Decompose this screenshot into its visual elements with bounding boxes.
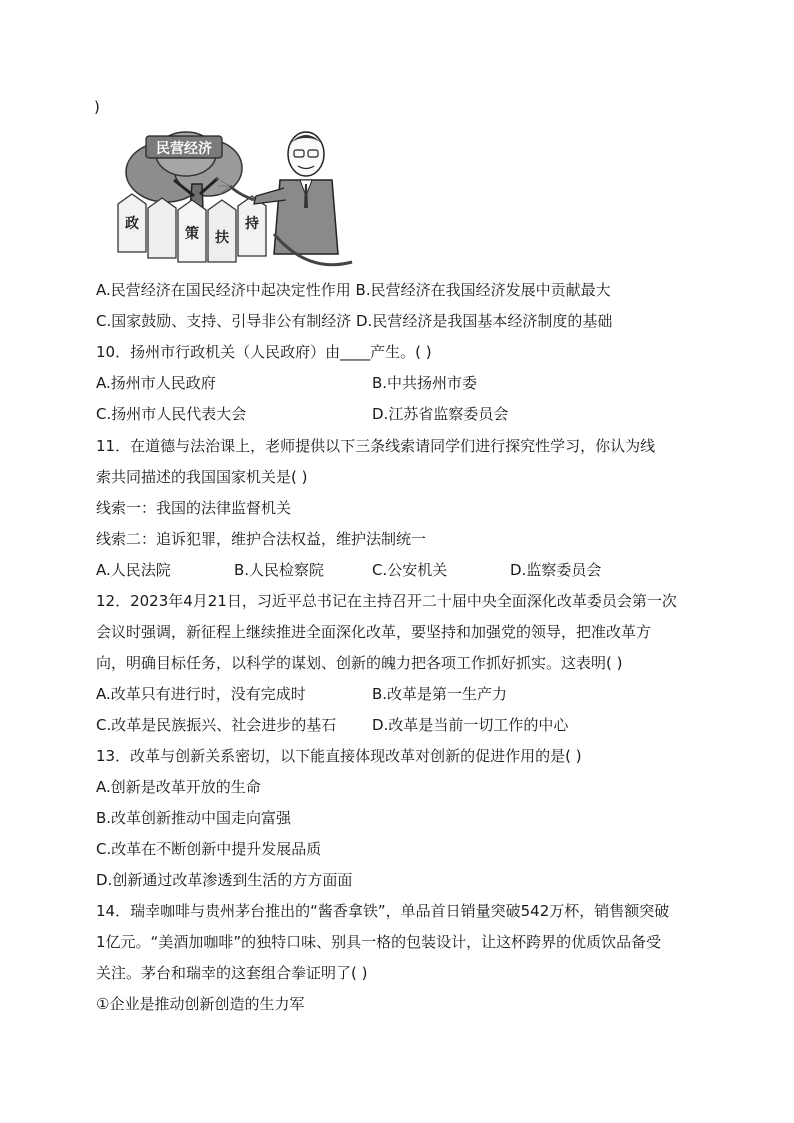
q12-stem-line-3: 向，明确目标任务，以科学的谋划、创新的魄力把各项工作抓好抓实。这表明( ) xyxy=(96,654,623,672)
q13-option-c: C.改革在不断创新中提升发展品质 xyxy=(96,840,322,858)
q13-option-b: B.改革创新推动中国走向富强 xyxy=(96,809,292,827)
q10-option-c: C.扬州市人民代表大会 xyxy=(96,405,247,423)
q14-stem-line-2: 1亿元。“美酒加咖啡”的独特口味、别具一格的包装设计，让这杯跨界的优质饮品备受 xyxy=(96,933,662,951)
q9-options-line-1: A.民营经济在国民经济中起决定性作用 B.民营经济在我国经济发展中贡献最大 xyxy=(96,281,611,299)
private-economy-illustration xyxy=(108,124,356,270)
q11-clue-2: 线索二：追诉犯罪，维护合法权益，维护法制统一 xyxy=(96,530,427,548)
q12-stem-line-2: 会议时强调，新征程上继续推进全面深化改革，要坚持和加强党的领导，把准改革方 xyxy=(96,623,652,641)
q10-option-a: A.扬州市人民政府 xyxy=(96,374,216,392)
illustration-svg xyxy=(108,124,356,270)
fence-char-4: 持 xyxy=(245,216,259,232)
q14-stem-line-3: 关注。茅台和瑞幸的这套组合拳证明了( ) xyxy=(96,964,368,982)
q12-option-c: C.改革是民族振兴、社会进步的基石 xyxy=(96,716,337,734)
q9-options-line-2: C.国家鼓励、支持、引导非公有制经济 D.民营经济是我国基本经济制度的基础 xyxy=(96,312,613,330)
q10-stem: 10．扬州市行政机关（人民政府）由____产生。( ) xyxy=(96,343,432,361)
q11-stem-line-1: 11．在道德与法治课上，老师提供以下三条线索请同学们进行探究性学习，你认为线 xyxy=(96,437,656,455)
q13-stem: 13．改革与创新关系密切，以下能直接体现改革对创新的促进作用的是( ) xyxy=(96,747,582,765)
q11-clue-1: 线索一：我国的法律监督机关 xyxy=(96,499,292,517)
q14-item-1: ①企业是推动创新创造的生力军 xyxy=(96,995,305,1013)
top-fragment: ) xyxy=(94,98,100,116)
q10-option-b: B.中共扬州市委 xyxy=(372,374,478,392)
q11-option-a: A.人民法院 xyxy=(96,561,171,579)
q12-option-a: A.改革只有进行时，没有完成时 xyxy=(96,685,306,703)
q11-option-c: C.公安机关 xyxy=(372,561,448,579)
banner-text: 民营经济 xyxy=(156,141,212,157)
fence-char-3: 扶 xyxy=(215,230,229,246)
fence-char-1: 政 xyxy=(125,216,139,232)
q13-option-d: D.创新通过改革渗透到生活的方方面面 xyxy=(96,871,353,889)
q12-option-b: B.改革是第一生产力 xyxy=(372,685,508,703)
q11-stem-line-2: 索共同描述的我国国家机关是( ) xyxy=(96,468,308,486)
q10-option-d: D.江苏省监察委员会 xyxy=(372,405,509,423)
q12-stem-line-1: 12．2023年4月21日，习近平总书记在主持召开二十届中央全面深化改革委员会第一次 xyxy=(96,592,677,610)
q11-option-d: D.监察委员会 xyxy=(510,561,602,579)
q12-option-d: D.改革是当前一切工作的中心 xyxy=(372,716,569,734)
q13-option-a: A.创新是改革开放的生命 xyxy=(96,778,261,796)
q14-stem-line-1: 14．瑞幸咖啡与贵州茅台推出的“酱香拿铁”，单品首日销量突破542万杯，销售额突破 xyxy=(96,902,670,920)
q11-option-b: B.人民检察院 xyxy=(234,561,325,579)
fence-char-2: 策 xyxy=(185,226,199,242)
